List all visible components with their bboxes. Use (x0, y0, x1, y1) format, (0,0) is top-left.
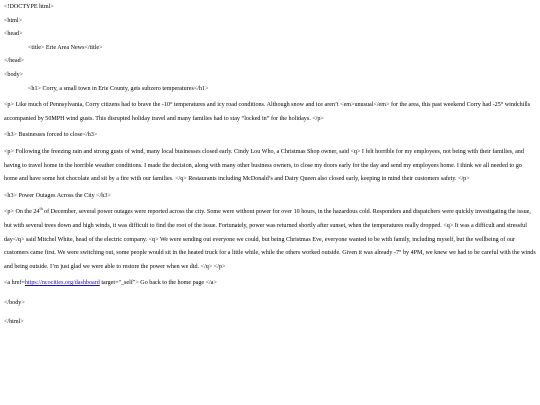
ordinal-suffix: th (39, 206, 43, 212)
html-open-line: <html> (4, 17, 23, 24)
paragraph-3-rest: of December, several power outages were reported across the city. Some were without power for over 10 hours, in the hazardous cold. Responders and dispatchers were quickly investigating the issue, but with several trees down and high winds, it was difficult to find the root of the issue. Fortunately, power was returned shortly after sunset, when the temperatures really dropped. <q> It was a difficult and stressful day</q> said Mitchel White, head of the electric company. <q> We were sending out everyone we could, but being Christmas Eve, everyone wanted to be with family, including myself, but the wellbeing of our customers came first. We were switching out, some people would sit in the heated truck for a little while, while the others worked outside. Given it was already -7° by 4PM, we knew we had to be careful with the winds and being outside. I’m just glad we were able to restore the power when we did. </q> </p> (4, 209, 536, 270)
head-open-line: <head> (4, 31, 23, 38)
paragraph-3-start: <p> On the 24 (4, 209, 40, 216)
body-close-line: </body> (4, 299, 25, 306)
h3-power-line: <h3> Power Outages Across the City </h3> (4, 192, 111, 199)
body-open-line: <body> (4, 71, 24, 78)
paragraph-3 (4, 206, 536, 274)
head-close-line: </head> (4, 58, 25, 65)
html-close-line: </html> (4, 319, 24, 326)
h1-line: <h1> Corry, a small town in Erie County, gets subzero temperatures</h1> (28, 85, 209, 92)
title-line: <title> Erie Area News</title> (28, 44, 103, 51)
doctype-line: <!DOCTYPE html> (4, 4, 54, 10)
anchor-rest: target="_self"> Go back to the home page </a> (99, 280, 217, 287)
anchor-line (4, 277, 536, 291)
paragraph-1: <p> Like much of Pennsylvania, Corry citizens had to brave the -10° temperatures and icy road conditions. Although snow and ice aren’t <em>unusual</em> for the area, this past weekend Corry had -25° windchills accompanied by 50MPH wind gusts. This disrupted holiday travel and many families had to stay “locked in” for the holidays. </p> (4, 102, 531, 122)
anchor-open: <a href= (4, 280, 25, 287)
dashboard-link[interactable]: https://ncocities.org/dashboard (24, 280, 100, 287)
h3-businesses-line: <h3> Businesses forced to close</h3> (4, 132, 98, 139)
paragraph-2: <p> Following the freezing rain and strong gusts of wind, many local businesses closed early. Cindy Lou Who, a Christmas Shop owner, said <q> I felt horrible for my employees, not being with their families, and having to travel home in the horrible weather conditions. I made the decision, along with many other business owners, to close my doors early for the day and send my employees home. I think we all needed to go home and have some hot chocolate and sit by a fire with our families. </q> Restaurants including McDonald’s and Dairy Queen also closed early, keeping in mind their customers safety. </p> (4, 148, 524, 183)
